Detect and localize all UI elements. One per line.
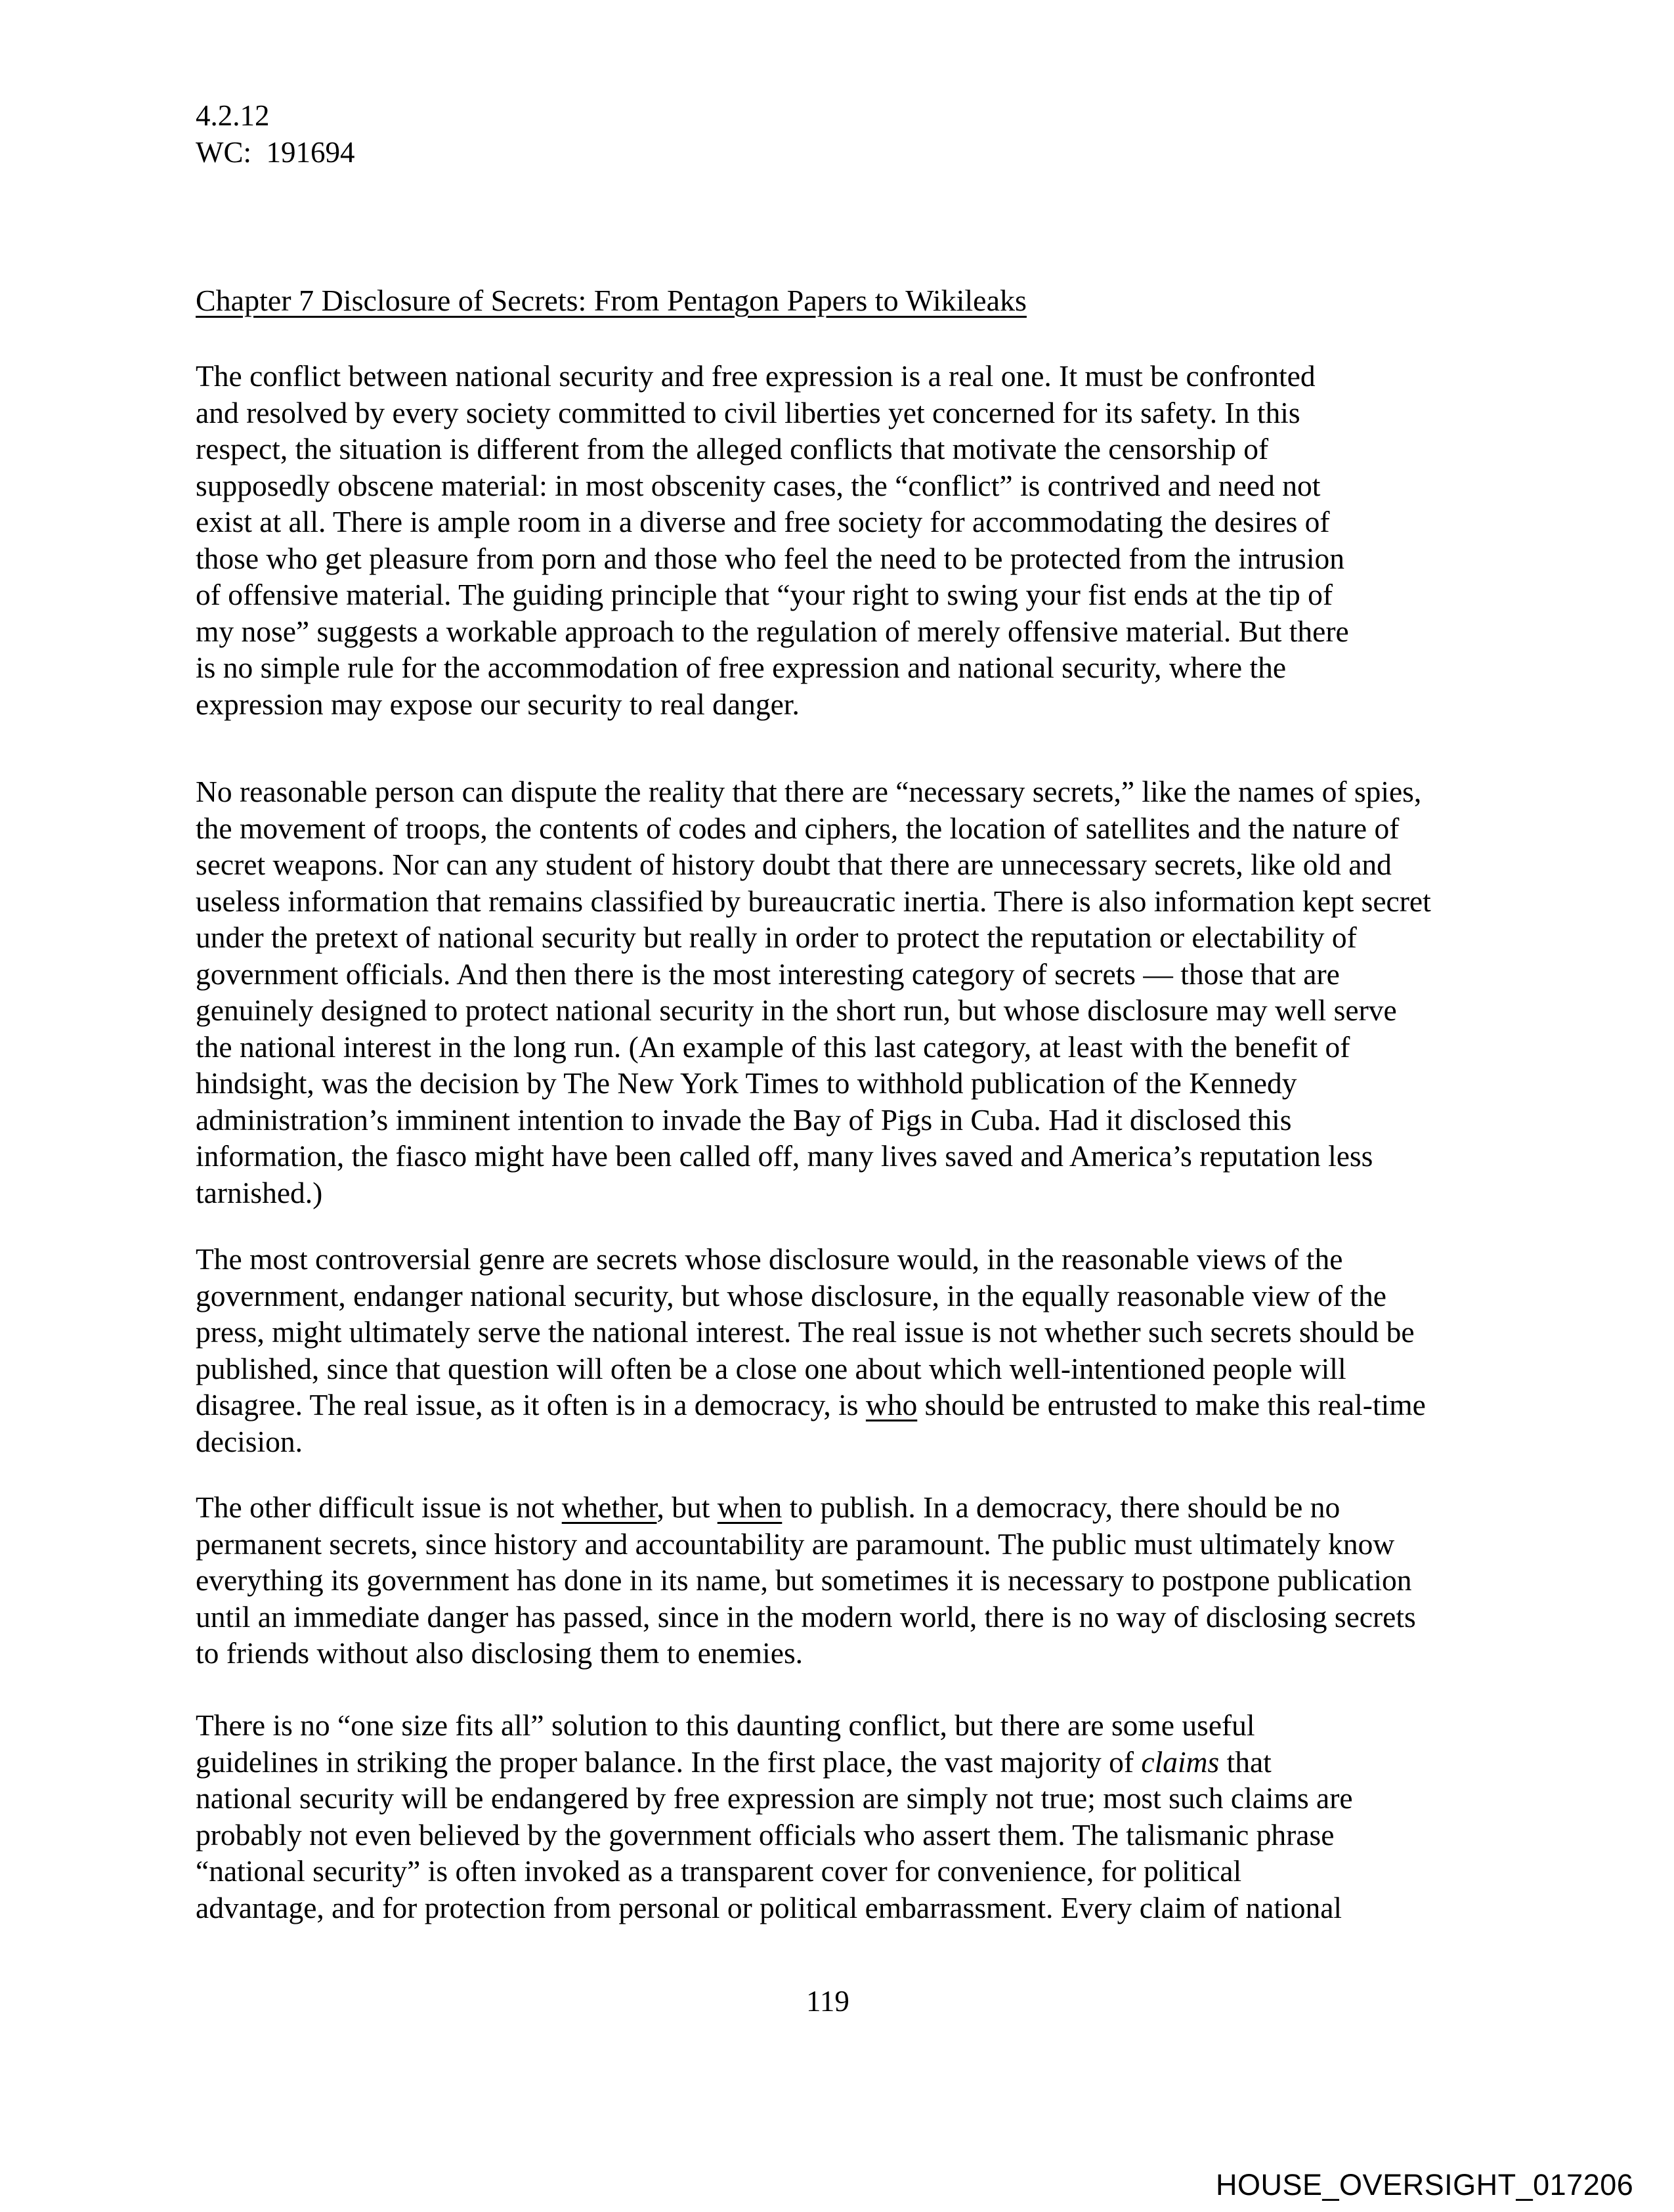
text-line bbox=[196, 1744, 1509, 1781]
text-line: exist at all. There is ample room in a diverse and free society for accommodating the desires of bbox=[196, 505, 1330, 538]
text-line: my nose” suggests a workable approach to the regulation of merely offensive material. But there bbox=[196, 614, 1349, 648]
text-line: respect, the situation is different from the alleged conflicts that motivate the censorship of bbox=[196, 432, 1269, 466]
text-line: supposedly obscene material: in most obscenity cases, the “conflict” is contrived and need not bbox=[196, 468, 1321, 502]
text-line: of offensive material. The guiding principle that “your right to swing your fist ends at the tip of bbox=[196, 578, 1333, 611]
text-line: secret weapons. Nor can any student of history doubt that there are unnecessary secrets, like old and bbox=[196, 848, 1392, 881]
header-date: 4.2.12 bbox=[196, 99, 270, 132]
text-line: everything its government has done in its name, but sometimes it is necessary to postpone publication bbox=[196, 1563, 1412, 1597]
text-line: press, might ultimately serve the national interest. The real issue is not whether such secrets should be bbox=[196, 1315, 1415, 1349]
text-line: is no simple rule for the accommodation of free expression and national security, where the bbox=[196, 651, 1287, 684]
text-line: useless information that remains classified by bureaucratic inertia. There is also information kept secret bbox=[196, 884, 1431, 918]
text-line: published, since that question will often be a close one about which well-intentioned people will bbox=[196, 1351, 1346, 1385]
text-segment: that bbox=[1219, 1745, 1272, 1779]
text-segment: should be entrusted to make this real-time bbox=[917, 1388, 1426, 1421]
text-line: tarnished.) bbox=[196, 1175, 323, 1209]
text-line: the movement of troops, the contents of codes and ciphers, the location of satellites and the nature of bbox=[196, 811, 1400, 845]
text-line: decision. bbox=[196, 1424, 303, 1458]
text-line: under the pretext of national security but really in order to protect the reputation or electability of bbox=[196, 921, 1357, 954]
text-line: “national security” is often invoked as a transparent cover for convenience, for political bbox=[196, 1854, 1242, 1888]
text-line bbox=[196, 1387, 1509, 1423]
text-line: permanent secrets, since history and accountability are paramount. The public must ultimately know bbox=[196, 1527, 1395, 1561]
emphasis-claims: claims bbox=[1141, 1745, 1220, 1779]
word-count-value: 191694 bbox=[266, 136, 355, 169]
text-line bbox=[196, 1489, 1509, 1526]
text-line: No reasonable person can dispute the reality that there are “necessary secrets,” like the names of spies, bbox=[196, 775, 1422, 808]
text-line: genuinely designed to protect national security in the short run, but whose disclosure may well serve bbox=[196, 993, 1397, 1027]
text-line: administration’s imminent intention to invade the Bay of Pigs in Cuba. Had it disclosed this bbox=[196, 1102, 1292, 1137]
text-segment: , but bbox=[656, 1490, 718, 1524]
text-line: The conflict between national security and free expression is a real one. It must be confronted bbox=[196, 359, 1316, 393]
chapter-title: Chapter 7 Disclosure of Secrets: From Pentagon Papers to Wikileaks bbox=[196, 284, 1027, 317]
text-segment: to publish. In a democracy, there should be no bbox=[782, 1490, 1341, 1524]
text-line: expression may expose our security to real danger. bbox=[196, 687, 800, 721]
paragraph-1 bbox=[196, 358, 1509, 722]
paragraph-3 bbox=[196, 1241, 1509, 1460]
page-number: 119 bbox=[806, 1985, 849, 2018]
document-header bbox=[196, 97, 355, 171]
header-word-count bbox=[196, 134, 355, 171]
text-line: to friends without also disclosing them to enemies. bbox=[196, 1636, 804, 1670]
text-line: until an immediate danger has passed, since in the modern world, there is no way of disclosing secrets bbox=[196, 1599, 1416, 1634]
text-line: advantage, and for protection from personal or political embarrassment. Every claim of national bbox=[196, 1890, 1342, 1924]
paragraph-4 bbox=[196, 1489, 1509, 1672]
text-segment: The other difficult issue is not bbox=[196, 1490, 562, 1524]
text-line: information, the fiasco might have been called off, many lives saved and America’s reputation less bbox=[196, 1139, 1373, 1173]
word-count-label: WC: bbox=[196, 136, 251, 169]
text-line: and resolved by every society committed to civil liberties yet concerned for its safety. In this bbox=[196, 395, 1300, 429]
paragraph-2 bbox=[196, 773, 1509, 1211]
paragraph-5 bbox=[196, 1707, 1509, 1926]
bates-number: HOUSE_OVERSIGHT_017206 bbox=[1216, 2168, 1634, 2201]
emphasis-who: who bbox=[865, 1388, 918, 1421]
text-line: national security will be endangered by free expression are simply not true; most such claims are bbox=[196, 1781, 1353, 1815]
emphasis-when: when bbox=[717, 1490, 783, 1524]
text-line: government, endanger national security, but whose disclosure, in the equally reasonable view of the bbox=[196, 1278, 1386, 1312]
emphasis-whether: whether bbox=[561, 1490, 657, 1524]
text-line: The most controversial genre are secrets whose disclosure would, in the reasonable views of the bbox=[196, 1242, 1343, 1276]
text-segment: disagree. The real issue, as it often is in a democracy, is bbox=[196, 1388, 866, 1421]
text-line: the national interest in the long run. (An example of this last category, at least with the benefit of bbox=[196, 1030, 1350, 1064]
text-line: government officials. And then there is the most interesting category of secrets — those that are bbox=[196, 957, 1340, 991]
text-line: those who get pleasure from porn and those who feel the need to be protected from the intrusion bbox=[196, 541, 1344, 575]
text-line: probably not even believed by the government officials who assert them. The talismanic phrase bbox=[196, 1817, 1335, 1852]
text-line: There is no “one size fits all” solution to this daunting conflict, but there are some useful bbox=[196, 1708, 1255, 1742]
text-line: hindsight, was the decision by The New York Times to withhold publication of the Kennedy bbox=[196, 1066, 1297, 1100]
text-segment: guidelines in striking the proper balance. In the first place, the vast majority of bbox=[196, 1745, 1142, 1779]
